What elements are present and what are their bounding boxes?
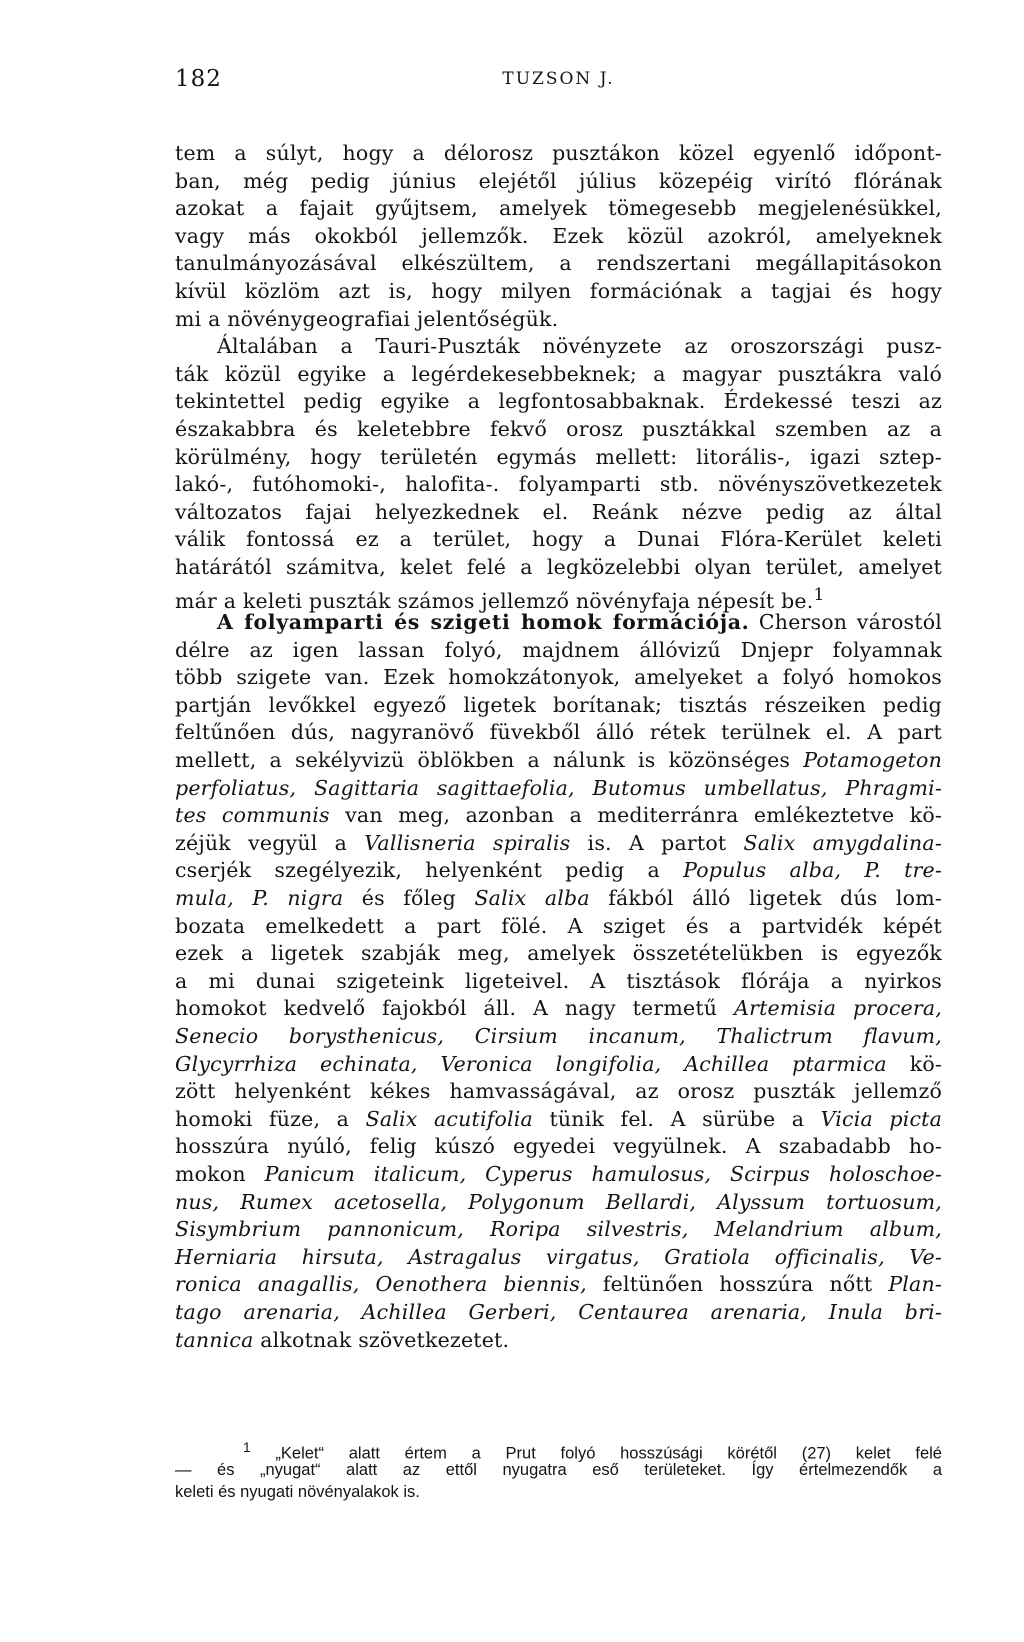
italic-taxon-text: mula, P. nigra bbox=[175, 886, 344, 911]
italic-taxon-text: Plan- bbox=[888, 1272, 943, 1297]
text-run: keleti és nyugati növényalakok is. bbox=[175, 1483, 420, 1501]
text-line bbox=[175, 775, 942, 803]
text-line bbox=[175, 278, 942, 306]
body-text bbox=[175, 140, 942, 1354]
text-line bbox=[175, 664, 942, 692]
page-header bbox=[175, 66, 942, 106]
text-run: feltünően hosszúra nőtt bbox=[586, 1272, 889, 1297]
running-head: TUZSON J. bbox=[502, 69, 615, 89]
italic-taxon-text: Populus alba, P. tre- bbox=[683, 858, 942, 883]
text-run: tem a súlyt, hogy a délorosz pusztákon közel egyenlő időpont- bbox=[175, 141, 942, 165]
italic-taxon-text: Potamogeton bbox=[803, 748, 942, 773]
italic-taxon-text: Sisymbrium pannonicum, Roripa silvestris, Melandrium album, bbox=[175, 1217, 942, 1242]
text-run: zött helyenként kékes hamvasságával, az orosz puszták jellemző bbox=[175, 1079, 942, 1104]
text-line bbox=[175, 1299, 942, 1327]
text-run: tünik fel. A sürübe a bbox=[532, 1106, 821, 1131]
italic-taxon-text: Artemisia procera, bbox=[734, 996, 942, 1021]
footnote-line bbox=[175, 1437, 942, 1463]
text-run: van meg, azonban a mediterránra emlékeztetve kö- bbox=[329, 803, 942, 828]
text-line bbox=[175, 913, 942, 941]
text-run: mi a növénygeografiai jelentőségük. bbox=[175, 306, 559, 331]
text-run: — és „nyugat“ alatt az ettől nyugatra eső területeket. Így értelmezendők a bbox=[175, 1461, 942, 1479]
text-run: Általában a Tauri-Puszták növényzete az oroszországi pusz- bbox=[217, 334, 942, 359]
italic-taxon-text: Senecio borysthenicus, Cirsium incanum, Thalictrum flavum, bbox=[175, 1024, 942, 1048]
text-line bbox=[175, 692, 942, 720]
text-line bbox=[175, 1051, 942, 1079]
text-run: kívül közlöm azt is, hogy milyen formációnak a tagjai és hogy bbox=[175, 278, 942, 303]
italic-taxon-text: tes communis bbox=[175, 803, 330, 828]
italic-taxon-text: Salix amygdalina- bbox=[743, 830, 942, 855]
text-line bbox=[175, 444, 942, 472]
text-line bbox=[175, 1216, 942, 1244]
text-run: is. A partot bbox=[570, 830, 744, 855]
page-number: 182 bbox=[175, 66, 222, 92]
text-run: tanulmányozásával elkészültem, a rendszertani megállapitásokon bbox=[175, 251, 942, 276]
text-line bbox=[175, 747, 942, 775]
text-line bbox=[175, 885, 942, 913]
text-line bbox=[175, 306, 942, 334]
footnote-marker: 1 bbox=[243, 1440, 251, 1455]
text-run: zéjük vegyül a bbox=[175, 830, 365, 855]
text-run: több szigete van. Ezek homokzátonyok, amelyeket a folyó homokos bbox=[175, 665, 942, 690]
text-line bbox=[175, 554, 942, 582]
italic-taxon-text: Vicia picta bbox=[820, 1106, 942, 1131]
text-line bbox=[175, 1133, 942, 1161]
text-run: tekintettel pedig egyike a legfontosabbaknak. Érdekessé teszi az bbox=[175, 389, 942, 414]
text-line bbox=[175, 1023, 942, 1051]
text-run: határától számitva, kelet felé a legközelebbi olyan terület, amelyet bbox=[175, 554, 942, 579]
italic-taxon-text: Salix alba bbox=[474, 886, 590, 911]
italic-taxon-text: Salix acutifolia bbox=[365, 1106, 533, 1131]
text-run: partján levőkkel egyező ligetek borítanak; tisztás részeiken pedig bbox=[175, 692, 942, 717]
text-line bbox=[175, 223, 942, 251]
text-run: mokon bbox=[175, 1161, 265, 1186]
text-run: „Kelet“ alatt értem a Prut folyó hosszúsági körétől (27) kelet felé bbox=[250, 1444, 942, 1463]
italic-taxon-text: tago arenaria, Achillea Gerberi, Centaurea arenaria, Inula bri- bbox=[175, 1299, 942, 1324]
text-line bbox=[175, 1189, 942, 1217]
text-line bbox=[175, 830, 942, 858]
section-heading-text: A folyamparti és szigeti homok formációja. bbox=[217, 610, 750, 635]
text-line bbox=[175, 1244, 942, 1272]
text-run: homoki füze, a bbox=[175, 1106, 366, 1131]
text-run: és főleg bbox=[343, 886, 475, 911]
text-run: ezek a ligetek szabják meg, amelyek összetételükben is egyezők bbox=[175, 941, 942, 966]
text-run: válik fontossá ez a terület, hogy a Dunai Flóra-Kerület keleti bbox=[175, 527, 942, 552]
text-line bbox=[175, 499, 942, 527]
text-line bbox=[175, 719, 942, 747]
text-line bbox=[175, 168, 942, 196]
italic-taxon-text: perfoliatus, Sagittaria sagittaefolia, Butomus umbellatus, Phragmi- bbox=[175, 775, 942, 800]
text-run: már a keleti puszták számos jellemző növényfaja népesít be. bbox=[175, 588, 814, 613]
italic-taxon-text: Vallisneria spiralis bbox=[364, 830, 571, 855]
text-line bbox=[175, 250, 942, 278]
text-run: délre az igen lassan folyó, majdnem állóvizű Dnjepr folyamnak bbox=[175, 637, 942, 662]
text-run: a mi dunai szigeteink ligeteivel. A tisztások flórája a nyirkos bbox=[175, 968, 942, 993]
text-run: kö- bbox=[886, 1051, 942, 1076]
footnote-marker: 1 bbox=[813, 584, 825, 605]
text-run: cserjék szegélyezik, helyenként pedig a bbox=[175, 858, 684, 883]
text-run: mellett, a sekélyvizü öblökben a nálunk is közönséges bbox=[175, 748, 804, 773]
italic-taxon-text: tannica bbox=[175, 1327, 254, 1352]
italic-taxon-text: Panicum italicum, Cyperus hamulosus, Scirpus holoschoe- bbox=[264, 1161, 942, 1186]
text-line bbox=[175, 1327, 942, 1355]
text-run: vagy más okokból jellemzők. Ezek közül azokról, amelyeknek bbox=[175, 223, 942, 248]
text-line bbox=[175, 471, 942, 499]
italic-taxon-text: Glycyrrhiza echinata, Veronica longifolia, Achillea ptarmica bbox=[175, 1051, 887, 1076]
text-line bbox=[175, 968, 942, 996]
italic-taxon-text: nus, Rumex acetosella, Polygonum Bellardi, Alyssum tortuosum, bbox=[175, 1189, 942, 1214]
text-line bbox=[175, 1078, 942, 1106]
text-run: lakó-, futóhomoki-, halofita-. folyamparti stb. növényszövetkezetek bbox=[175, 472, 942, 497]
text-run: feltűnően dús, nagyranövő füvekből álló rétek terülnek el. A part bbox=[175, 720, 942, 745]
text-run: Cherson várostól bbox=[749, 610, 942, 635]
text-run: bozata emelkedett a part fölé. A sziget és a partvidék képét bbox=[175, 913, 942, 938]
text-run: azokat a fajait gyűjtsem, amelyek tömegesebb megjelenésükkel, bbox=[175, 196, 942, 221]
footnotes bbox=[175, 1437, 942, 1503]
text-run: ták közül egyike a legérdekesebbeknek; a magyar pusztákra való bbox=[175, 361, 942, 386]
text-line bbox=[175, 582, 942, 613]
text-run: hosszúra nyúló, felig kúszó egyedei vegyülnek. A szabadabb ho- bbox=[175, 1134, 942, 1159]
text-line bbox=[175, 1271, 942, 1299]
text-line bbox=[175, 526, 942, 554]
text-line bbox=[175, 1161, 942, 1189]
text-line bbox=[175, 333, 942, 361]
text-run: változatos fajai helyezkednek el. Reánk nézve pedig az által bbox=[175, 499, 942, 524]
text-line bbox=[175, 995, 942, 1023]
text-run: ban, még pedig június elejétől július közepéig virító flórának bbox=[175, 168, 942, 193]
italic-taxon-text: ronica anagallis, Oenothera biennis, bbox=[175, 1272, 587, 1297]
text-run: körülmény, hogy területén egymás mellett: litorális-, igazi sztep- bbox=[175, 444, 942, 469]
footnote-line bbox=[175, 1481, 942, 1503]
text-line bbox=[175, 140, 942, 168]
text-run: homokot kedvelő fajokból áll. A nagy termetű bbox=[175, 996, 735, 1021]
text-run: fákból álló ligetek dús lom- bbox=[589, 886, 942, 911]
text-line bbox=[175, 195, 942, 223]
text-line bbox=[175, 857, 942, 885]
italic-taxon-text: Herniaria hirsuta, Astragalus virgatus, Gratiola officinalis, Ve- bbox=[175, 1244, 942, 1269]
text-line bbox=[175, 1106, 942, 1134]
text-line bbox=[175, 361, 942, 389]
text-line bbox=[175, 940, 942, 968]
text-line bbox=[175, 802, 942, 830]
text-line bbox=[175, 637, 942, 665]
text-line bbox=[175, 416, 942, 444]
text-line bbox=[175, 388, 942, 416]
text-run: alkotnak szövetkezetet. bbox=[253, 1327, 510, 1352]
text-line bbox=[175, 609, 942, 637]
text-run: északabbra és keletebbre fekvő orosz pusztákkal szemben az a bbox=[175, 416, 942, 441]
footnote-line bbox=[175, 1459, 942, 1481]
